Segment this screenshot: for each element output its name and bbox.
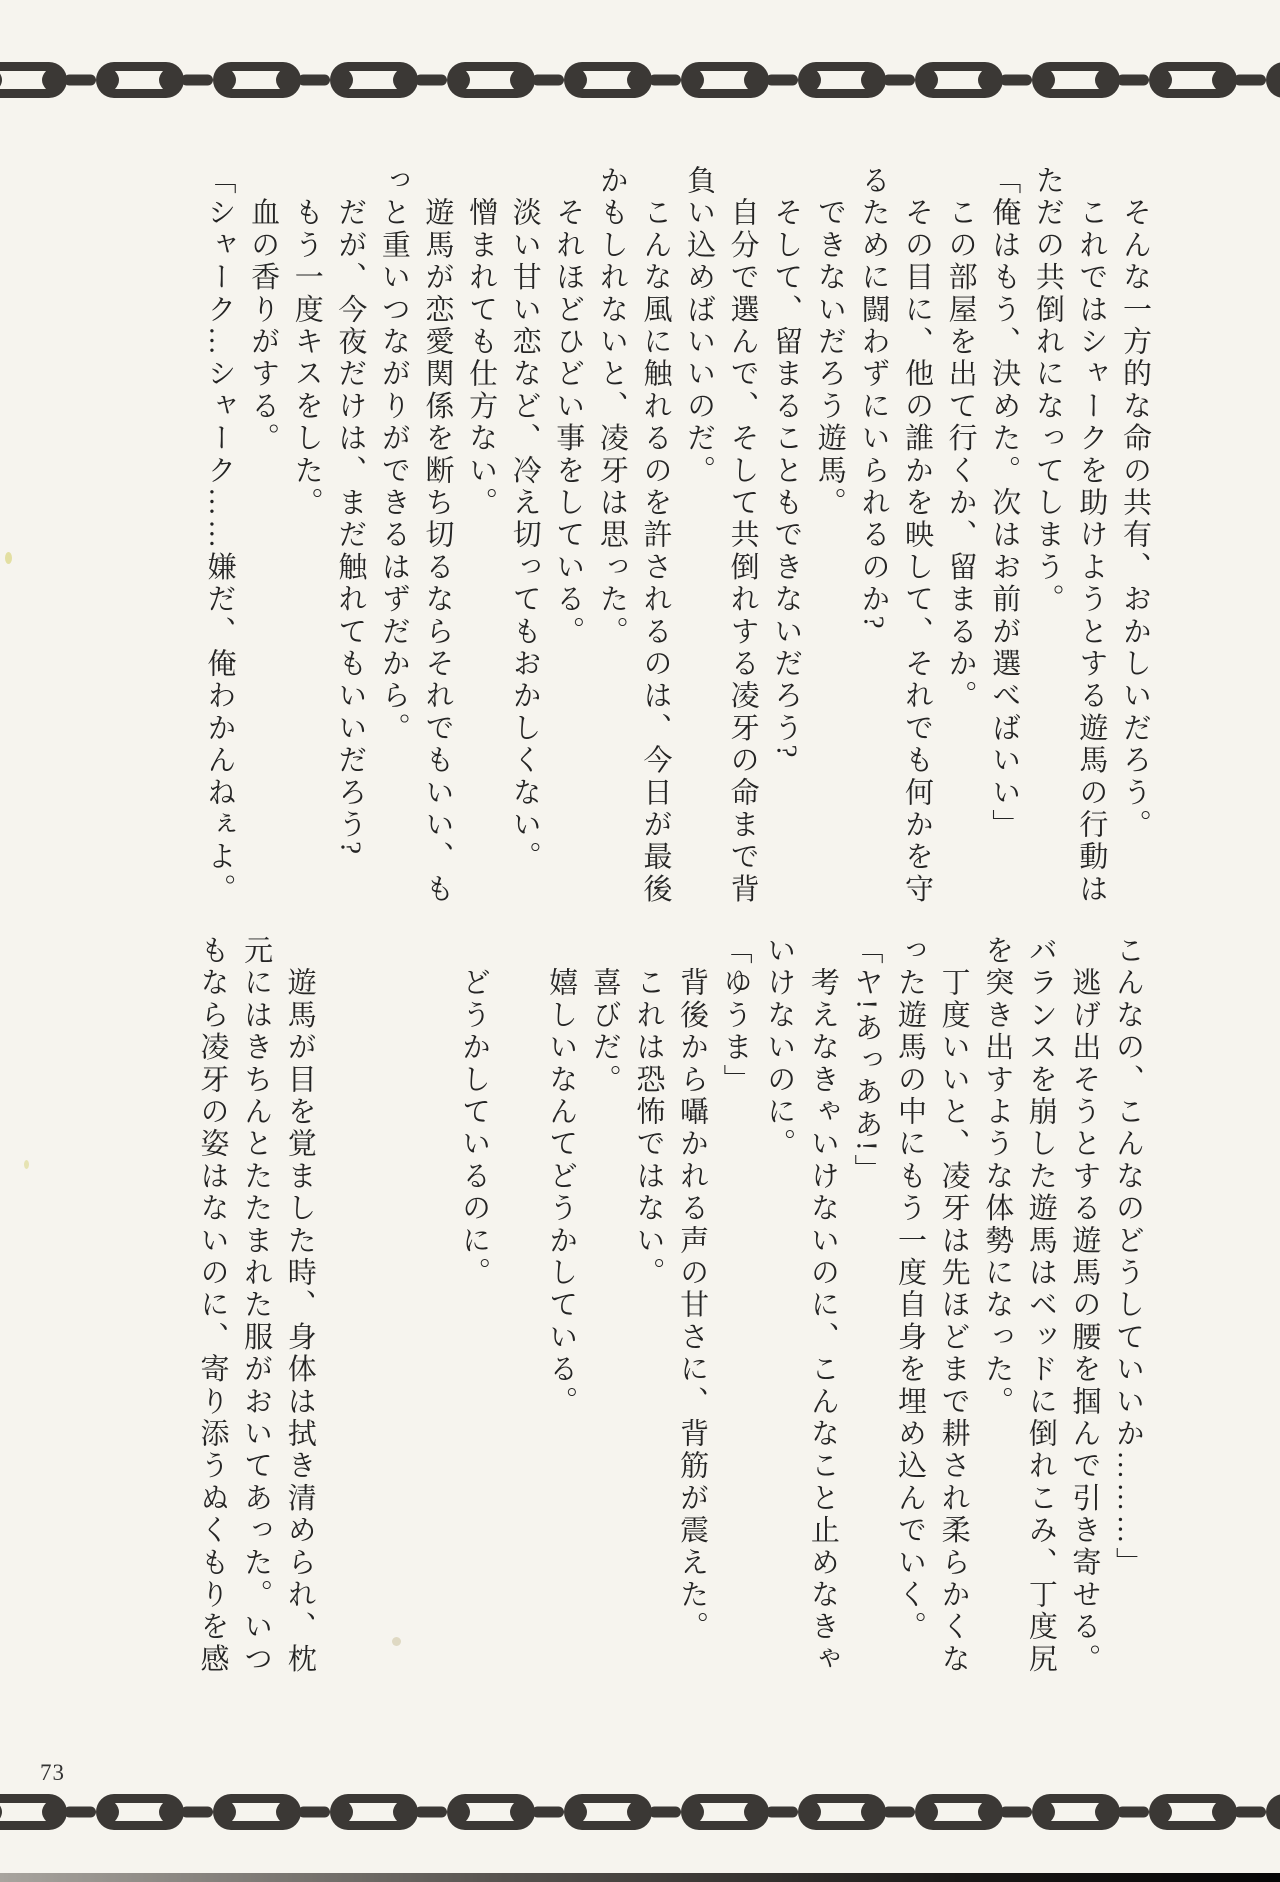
text-column: 元にはきちんとたたまれた服がおいてあった。いつ bbox=[240, 935, 273, 1676]
blank-column bbox=[401, 935, 445, 1680]
text-column: 喜びだ。 bbox=[588, 935, 621, 1096]
text-column: バランスを崩した遊馬はベッドに倒れこみ、丁度尻 bbox=[1024, 935, 1057, 1676]
text-column: それほどひどい事をしている。 bbox=[552, 165, 585, 648]
text-column: どうかしているのに。 bbox=[458, 935, 491, 1290]
text-column: 考えなきゃいけないのに、こんなこと止めなきゃ bbox=[806, 935, 839, 1676]
scan-speck bbox=[5, 552, 12, 564]
text-column: できないだろう遊馬。 bbox=[813, 165, 846, 520]
chain-border-top bbox=[0, 48, 1280, 112]
text-column: 遊馬が恋愛関係を断ち切るならそれでもいい、も bbox=[421, 165, 454, 906]
text-column: ただの共倒れになってしまう。 bbox=[1031, 165, 1064, 616]
page-number: 73 bbox=[40, 1760, 65, 1785]
text-column: 血の香りがする。 bbox=[247, 165, 280, 455]
text-column: 丁度いいと、凌牙は先ほどまで耕され柔らかくな bbox=[937, 935, 970, 1676]
text-column: 憎まれても仕方ない。 bbox=[465, 165, 498, 520]
text-column: 逃げ出そうとする遊馬の腰を掴んで引き寄せる。 bbox=[1068, 935, 1101, 1676]
text-column: 淡い甘い恋など、冷え切ってもおかしくない。 bbox=[508, 165, 541, 874]
text-column: もなら凌牙の姿はないのに、寄り添うぬくもりを感 bbox=[196, 935, 229, 1676]
text-column: そんな一方的な命の共有、おかしいだろう。 bbox=[1119, 165, 1151, 842]
text-column: 背後から囁かれる声の甘さに、背筋が震えた。 bbox=[676, 935, 709, 1644]
text-column: 「シャーク…シャーク……嫌だ、俺わかんねぇよ。 bbox=[203, 165, 236, 906]
text-column: った遊馬の中にもう一度自身を埋め込んでいく。 bbox=[894, 935, 927, 1644]
text-column: 遊馬が目を覚ました時、身体は拭き清められ、枕 bbox=[283, 935, 316, 1676]
text-column: 「ヤ!あっああ!」 bbox=[850, 935, 883, 1187]
text-column: るために闘わずにいられるのか? bbox=[857, 165, 890, 632]
text-column: を突き出すような体勢になった。 bbox=[981, 935, 1014, 1418]
text-column: これではシャークを助けようとする遊馬の行動は bbox=[1075, 165, 1108, 906]
scan-edge-shadow bbox=[0, 1873, 1280, 1882]
text-column: そして、留まることもできないだろう? bbox=[770, 165, 803, 761]
text-column: っと重いつながりができるはずだから。 bbox=[377, 165, 410, 745]
upper-text-block bbox=[190, 165, 1149, 910]
text-column: 自分で選んで、そして共倒れする凌牙の命まで背 bbox=[726, 165, 759, 906]
scan-speck bbox=[392, 1637, 401, 1646]
text-column: 負い込めばいいのだ。 bbox=[683, 165, 716, 487]
chain-border-bottom bbox=[0, 1780, 1280, 1844]
scan-speck bbox=[24, 1160, 29, 1169]
blank-column bbox=[357, 935, 401, 1680]
text-column: こんな風に触れるのを許されるのは、今日が最後 bbox=[639, 165, 672, 906]
text-column: だが、今夜だけは、まだ触れてもいいだろう? bbox=[334, 165, 367, 858]
text-column: その目に、他の誰かを映して、それでも何かを守 bbox=[901, 165, 934, 906]
text-column: 嬉しいなんてどうかしている。 bbox=[545, 935, 578, 1418]
text-column: これは恐怖ではない。 bbox=[632, 935, 665, 1290]
lower-text-block bbox=[183, 935, 1142, 1680]
text-column: いけないのに。 bbox=[763, 935, 796, 1161]
text-column: もう一度キスをした。 bbox=[290, 165, 323, 520]
text-column: 「俺はもう、決めた。次はお前が選べばいい」 bbox=[988, 165, 1021, 842]
blank-column bbox=[488, 935, 532, 1680]
text-column: 「ゆうま」 bbox=[719, 935, 752, 1096]
text-column: この部屋を出て行くか、留まるか。 bbox=[944, 165, 977, 713]
blank-column bbox=[314, 935, 358, 1680]
text-column: こんなの、こんなのどうしていいか………」 bbox=[1112, 935, 1144, 1579]
text-column: かもしれないと、凌牙は思った。 bbox=[595, 165, 628, 648]
